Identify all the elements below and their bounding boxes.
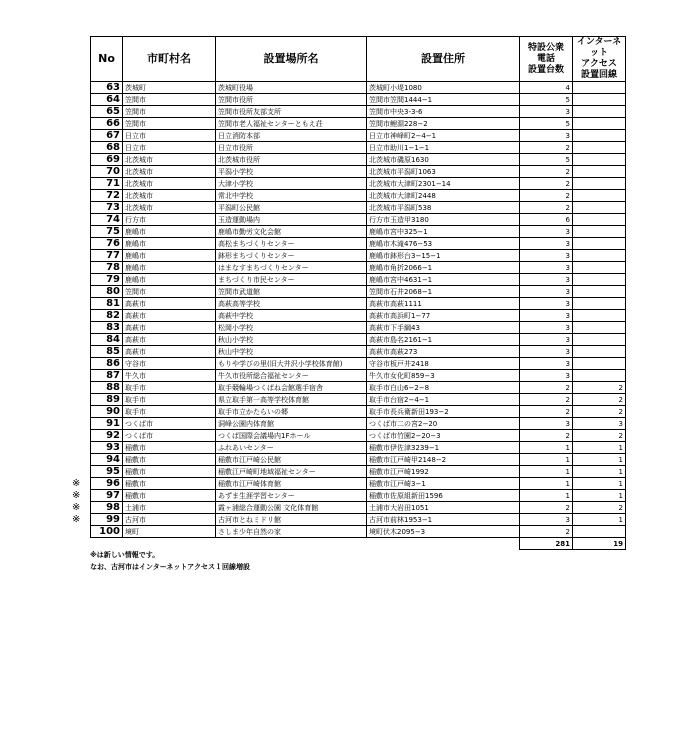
row-no: 99 [91,514,123,526]
row-phones: 3 [520,286,573,298]
row-municipality: 北茨城市 [123,190,216,202]
row-no: 97 [91,490,123,502]
row-internet [573,190,626,202]
row-no: 83 [91,322,123,334]
table-row [91,94,626,106]
row-location: 日立消防本部 [216,130,367,142]
row-location: 高萩高等学校 [216,298,367,310]
row-no: 69 [91,154,123,166]
row-location: 笠間市役所友部支所 [216,106,367,118]
row-phones: 5 [520,94,573,106]
row-address: つくば市竹園2−20−3 [367,430,520,442]
row-no: 93 [91,442,123,454]
row-no: 82 [91,310,123,322]
row-location: 稲敷市江戸崎公民館 [216,454,367,466]
row-internet: 2 [573,382,626,394]
row-phones: 2 [520,394,573,406]
row-phones: 3 [520,130,573,142]
row-phones: 3 [520,358,573,370]
header-internet [573,37,626,82]
row-phones: 2 [520,382,573,394]
row-no: 81 [91,298,123,310]
row-address: 高萩市高浜町1−77 [367,310,520,322]
row-location: 常北中学校 [216,190,367,202]
row-internet [573,370,626,382]
row-location: 茨城町役場 [216,82,367,94]
row-location: 古河市とねミドリ館 [216,514,367,526]
row-address: 鹿嶋市鉢形台3−15−1 [367,250,520,262]
row-municipality: 笠間市 [123,94,216,106]
row-address: 鹿嶋市木滝476−53 [367,238,520,250]
table-row [91,490,626,502]
row-address: 稲敷市伊佐津3239−1 [367,442,520,454]
total-internet: 19 [573,538,626,550]
row-location: 霞ヶ浦総合運動公園 文化体育館 [216,502,367,514]
row-internet: 2 [573,394,626,406]
phone-installation-table-wrapper [90,36,626,550]
row-address: 稲敷市江戸崎甲2148−2 [367,454,520,466]
new-row-marker: ※ [72,477,81,489]
row-location: さしま少年自然の家 [216,526,367,538]
row-address: 稲敷市江戸崎1992 [367,466,520,478]
row-internet: 1 [573,454,626,466]
row-no: 100 [91,526,123,538]
header-phones-line2: 電話 [536,53,555,64]
row-municipality: 日立市 [123,130,216,142]
row-no: 70 [91,166,123,178]
row-location: 洞峰公園内体育館 [216,418,367,430]
row-internet [573,214,626,226]
table-row [91,406,626,418]
phone-installation-table [90,36,626,550]
row-location: 高萩中学校 [216,310,367,322]
row-no: 64 [91,94,123,106]
row-phones: 1 [520,466,573,478]
row-phones: 3 [520,370,573,382]
row-phones: 1 [520,490,573,502]
row-location: あずま生涯学習センター [216,490,367,502]
table-row [91,118,626,130]
row-no: 96 [91,478,123,490]
row-address: 笠間市石井2068−1 [367,286,520,298]
table-row [91,322,626,334]
row-address: 日立市助川1−1−1 [367,142,520,154]
row-internet: 1 [573,442,626,454]
row-no: 76 [91,238,123,250]
row-no: 65 [91,106,123,118]
row-internet [573,298,626,310]
table-row [91,418,626,430]
row-internet [573,310,626,322]
extra-note: なお、古河市はインターネットアクセス１回線増設 [90,563,250,571]
row-internet [573,142,626,154]
row-no: 87 [91,370,123,382]
row-phones: 3 [520,250,573,262]
row-municipality: つくば市 [123,430,216,442]
row-no: 75 [91,226,123,238]
table-row [91,430,626,442]
row-location: はまなすまちづくりセンター [216,262,367,274]
totals-row [91,538,626,550]
row-phones: 1 [520,478,573,490]
row-location: 笠間市武道館 [216,286,367,298]
header-address: 設置住所 [367,37,520,82]
row-no: 85 [91,346,123,358]
row-location: 稲敷江戸崎町地域福祉センター [216,466,367,478]
row-internet [573,250,626,262]
row-phones: 3 [520,226,573,238]
row-address: 高萩市島名2161−1 [367,334,520,346]
row-phones: 1 [520,454,573,466]
table-row [91,82,626,94]
row-municipality: 北茨城市 [123,202,216,214]
new-row-marker: ※ [72,501,81,513]
table-row [91,274,626,286]
row-address: 笠間市中央3-3-6 [367,106,520,118]
row-internet [573,286,626,298]
row-municipality: 北茨城市 [123,178,216,190]
table-row [91,514,626,526]
row-municipality: 高萩市 [123,334,216,346]
row-no: 67 [91,130,123,142]
row-no: 73 [91,202,123,214]
table-row [91,478,626,490]
row-address: 笠間市鯉淵228−2 [367,118,520,130]
new-row-marker: ※ [72,489,81,501]
table-row [91,238,626,250]
row-address: 高萩市高萩1111 [367,298,520,310]
row-municipality: 鹿嶋市 [123,274,216,286]
row-location: 平潟小学校 [216,166,367,178]
row-address: 北茨城市磯原1630 [367,154,520,166]
row-location: 笠間市老人福祉センターともえ荘 [216,118,367,130]
row-internet [573,130,626,142]
row-location: 鉢形まちづくりセンター [216,250,367,262]
row-internet: 2 [573,502,626,514]
row-address: 取手市台宿2−4−1 [367,394,520,406]
row-phones: 2 [520,406,573,418]
header-internet-line2: アクセス [581,59,617,69]
row-municipality: 高萩市 [123,298,216,310]
row-address: 稲敷市江戸崎3−1 [367,478,520,490]
row-location: 牛久市役所総合福祉センター [216,370,367,382]
table-row [91,394,626,406]
table-row [91,370,626,382]
row-address: 稲敷市佐原組新田1596 [367,490,520,502]
row-location: 玉造運動場内 [216,214,367,226]
table-body [91,82,626,538]
row-phones: 3 [520,514,573,526]
row-municipality: 鹿嶋市 [123,262,216,274]
row-location: もりや学びの里(旧大井沢小学校体育館) [216,358,367,370]
row-location: 笠間市役所 [216,94,367,106]
row-internet: 2 [573,430,626,442]
row-internet [573,334,626,346]
row-address: 古河市前林1953−1 [367,514,520,526]
row-municipality: 取手市 [123,382,216,394]
row-phones: 2 [520,190,573,202]
row-phones: 3 [520,106,573,118]
row-phones: 3 [520,274,573,286]
row-municipality: 鹿嶋市 [123,238,216,250]
row-no: 78 [91,262,123,274]
row-internet [573,94,626,106]
row-municipality: 鹿嶋市 [123,250,216,262]
row-municipality: 取手市 [123,406,216,418]
row-internet [573,274,626,286]
row-internet [573,358,626,370]
row-no: 63 [91,82,123,94]
table-row [91,310,626,322]
row-location: 取手市立かたらいの郷 [216,406,367,418]
row-municipality: 鹿嶋市 [123,226,216,238]
header-location: 設置場所名 [216,37,367,82]
table-row [91,454,626,466]
row-municipality: 笠間市 [123,106,216,118]
row-location: 秋山中学校 [216,346,367,358]
table-row [91,286,626,298]
row-location: つくば国際会議場内1Fホール [216,430,367,442]
row-municipality: 古河市 [123,514,216,526]
row-location: 平潟町公民館 [216,202,367,214]
row-phones: 3 [520,262,573,274]
row-address: 取手市長兵衛新田193−2 [367,406,520,418]
row-municipality: 笠間市 [123,286,216,298]
table-row [91,142,626,154]
table-row [91,502,626,514]
row-no: 86 [91,358,123,370]
row-no: 66 [91,118,123,130]
row-internet [573,262,626,274]
row-address: 境町伏木2095−3 [367,526,520,538]
row-municipality: 笠間市 [123,118,216,130]
row-address: 北茨城市平潟町538 [367,202,520,214]
row-no: 88 [91,382,123,394]
row-phones: 2 [520,502,573,514]
row-phones: 2 [520,526,573,538]
row-location: 取手競輪場つくばね会館選手宿舎 [216,382,367,394]
row-municipality: 北茨城市 [123,166,216,178]
row-internet: 1 [573,514,626,526]
row-internet [573,118,626,130]
row-internet: 1 [573,466,626,478]
row-no: 71 [91,178,123,190]
header-internet-line1: インターネット [576,37,622,58]
row-address: 北茨城市大津町2448 [367,190,520,202]
row-location: ふれあいセンター [216,442,367,454]
new-row-marker: ※ [72,513,81,525]
row-phones: 3 [520,322,573,334]
row-location: 日立市役所 [216,142,367,154]
row-internet: 1 [573,478,626,490]
row-internet [573,166,626,178]
row-internet [573,322,626,334]
row-no: 94 [91,454,123,466]
row-location: 秋山小学校 [216,334,367,346]
legend-note: ※は新しい情報です。 [90,551,160,559]
row-internet [573,346,626,358]
header-phones-line1: 特設公衆 [527,42,564,53]
row-municipality: 稲敷市 [123,466,216,478]
table-row [91,178,626,190]
row-phones: 5 [520,154,573,166]
row-no: 77 [91,250,123,262]
table-row [91,250,626,262]
row-municipality: 稲敷市 [123,454,216,466]
row-phones: 2 [520,166,573,178]
row-internet: 1 [573,490,626,502]
row-municipality: 高萩市 [123,310,216,322]
row-address: つくば市二の宮2−20 [367,418,520,430]
row-internet [573,82,626,94]
row-address: 高萩市下手綱43 [367,322,520,334]
table-row [91,358,626,370]
row-municipality: 高萩市 [123,322,216,334]
table-row [91,226,626,238]
row-location: 高松まちづくりセンター [216,238,367,250]
table-header-row [91,37,626,82]
row-phones: 3 [520,334,573,346]
row-no: 98 [91,502,123,514]
row-internet [573,106,626,118]
row-location: 大津小学校 [216,178,367,190]
table-row [91,130,626,142]
row-address: 取手市白山6−2−8 [367,382,520,394]
row-phones: 2 [520,142,573,154]
row-address: 北茨城市平潟町1063 [367,166,520,178]
header-municipality: 市町村名 [123,37,216,82]
row-address: 高萩市高萩273 [367,346,520,358]
row-municipality: 行方市 [123,214,216,226]
table-row [91,298,626,310]
table-row [91,334,626,346]
table-row [91,262,626,274]
row-address: 茨城町小堤1080 [367,82,520,94]
row-location: まちづくり市民センター [216,274,367,286]
table-row [91,202,626,214]
table-row [91,190,626,202]
row-address: 牛久市女化町859−3 [367,370,520,382]
table-row [91,526,626,538]
header-no: No [91,37,123,82]
row-phones: 2 [520,430,573,442]
row-phones: 2 [520,178,573,190]
row-address: 笠間市笠間1444−1 [367,94,520,106]
row-internet: 3 [573,418,626,430]
row-no: 91 [91,418,123,430]
row-phones: 4 [520,82,573,94]
row-internet [573,226,626,238]
row-phones: 1 [520,442,573,454]
row-no: 80 [91,286,123,298]
row-municipality: 稲敷市 [123,442,216,454]
row-location: 松岡小学校 [216,322,367,334]
row-no: 84 [91,334,123,346]
row-municipality: 茨城町 [123,82,216,94]
row-municipality: 牛久市 [123,370,216,382]
row-address: 北茨城市大津町2301−14 [367,178,520,190]
row-internet [573,238,626,250]
row-address: 土浦市大岩田1051 [367,502,520,514]
row-no: 68 [91,142,123,154]
table-row [91,442,626,454]
row-internet: 2 [573,406,626,418]
row-no: 95 [91,466,123,478]
row-address: 鹿嶋市宮中4631−1 [367,274,520,286]
row-phones: 3 [520,310,573,322]
row-address: 守谷市板戸井2418 [367,358,520,370]
row-municipality: 高萩市 [123,346,216,358]
table-row [91,154,626,166]
row-internet [573,526,626,538]
row-municipality: 境町 [123,526,216,538]
row-phones: 3 [520,298,573,310]
row-municipality: 稲敷市 [123,490,216,502]
row-no: 72 [91,190,123,202]
header-phones [520,37,573,82]
row-phones: 3 [520,238,573,250]
table-row [91,106,626,118]
row-location: 県立取手第一高等学校体育館 [216,394,367,406]
row-internet [573,202,626,214]
row-phones: 3 [520,418,573,430]
row-location: 稲敷市江戸崎体育館 [216,478,367,490]
row-phones: 6 [520,214,573,226]
row-municipality: 日立市 [123,142,216,154]
total-phones: 281 [520,538,573,550]
table-row [91,466,626,478]
table-row [91,346,626,358]
row-municipality: 土浦市 [123,502,216,514]
row-municipality: 北茨城市 [123,154,216,166]
header-phones-line3: 設置台数 [527,64,564,75]
row-no: 79 [91,274,123,286]
row-internet [573,178,626,190]
row-internet [573,154,626,166]
row-no: 92 [91,430,123,442]
row-address: 鹿嶋市宮中325−1 [367,226,520,238]
row-municipality: つくば市 [123,418,216,430]
row-no: 89 [91,394,123,406]
row-address: 日立市神峰町2−4−1 [367,130,520,142]
row-no: 74 [91,214,123,226]
row-no: 90 [91,406,123,418]
row-municipality: 取手市 [123,394,216,406]
row-municipality: 守谷市 [123,358,216,370]
table-row [91,166,626,178]
table-row [91,214,626,226]
row-location: 鹿嶋市勤労文化会館 [216,226,367,238]
row-address: 鹿嶋市角折2066−1 [367,262,520,274]
row-phones: 2 [520,202,573,214]
header-internet-line3: 設置回線 [580,70,617,80]
row-location: 北茨城市役所 [216,154,367,166]
row-phones: 3 [520,346,573,358]
table-row [91,382,626,394]
row-phones: 5 [520,118,573,130]
row-address: 行方市玉造甲3180 [367,214,520,226]
row-municipality: 稲敷市 [123,478,216,490]
